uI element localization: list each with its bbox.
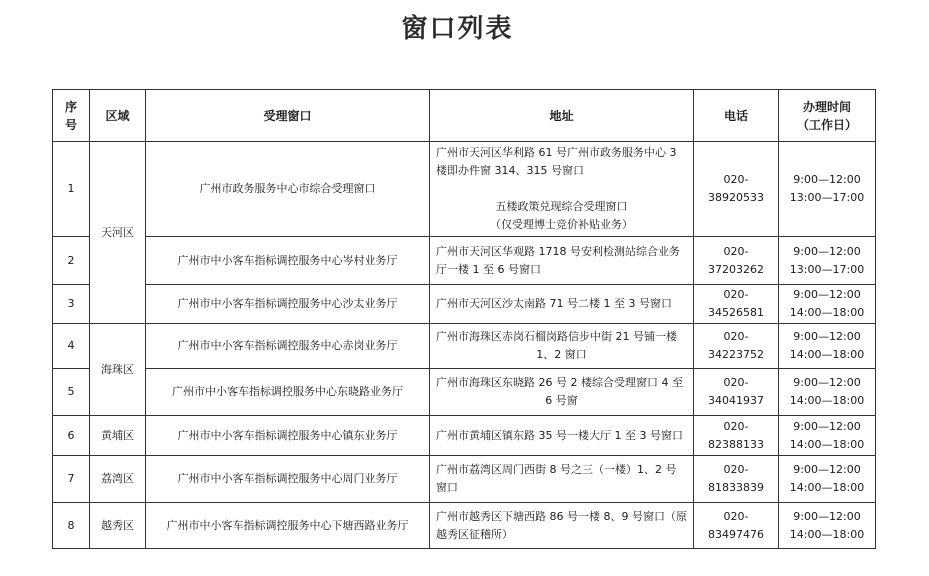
row-phone: 020-81833839 xyxy=(694,456,779,503)
district-cell: 荔湾区 xyxy=(90,456,146,503)
row-window: 广州市中小客车指标调控服务中心镇东业务厅 xyxy=(146,416,430,456)
row-window: 广州市中小客车指标调控服务中心周门业务厅 xyxy=(146,456,430,503)
row-hours: 9:00—12:00 14:00—18:00 xyxy=(779,285,876,324)
row-phone: 020-37203262 xyxy=(694,237,779,285)
row-address: 广州市海珠区东晓路 26 号 2 楼综合受理窗口 4 至 6 号窗 xyxy=(430,369,694,416)
table-row xyxy=(53,369,876,416)
row-hours: 9:00—12:00 14:00—18:00 xyxy=(779,324,876,369)
district-cell: 越秀区 xyxy=(90,503,146,549)
row-window: 广州市中小客车指标调控服务中心东晓路业务厅 xyxy=(146,369,430,416)
row-phone: 020-82388133 xyxy=(694,416,779,456)
row-window: 广州市中小客车指标调控服务中心赤岗业务厅 xyxy=(146,324,430,369)
district-cell: 海珠区 xyxy=(90,324,146,416)
row-seq: 6 xyxy=(53,416,90,456)
header-district: 区域 xyxy=(90,90,146,142)
row-address: 广州市黄埔区镇东路 35 号一楼大厅 1 至 3 号窗口 xyxy=(430,416,694,456)
table-row xyxy=(53,416,876,456)
header-window: 受理窗口 xyxy=(146,90,430,142)
row-seq: 5 xyxy=(53,369,90,416)
table-row xyxy=(53,503,876,549)
table-row xyxy=(53,324,876,369)
window-list-table xyxy=(52,89,876,549)
row-phone: 020-38920533 xyxy=(694,142,779,237)
row-phone: 020-83497476 xyxy=(694,503,779,549)
row-hours: 9:00—12:00 13:00—17:00 xyxy=(779,237,876,285)
row-address: 广州市天河区华观路 1718 号安利检测站综合业务 厅一楼 1 至 6 号窗口 xyxy=(430,237,694,285)
row-hours: 9:00—12:00 14:00—18:00 xyxy=(779,369,876,416)
table-row xyxy=(53,285,876,324)
row-hours: 9:00—12:00 13:00—17:00 xyxy=(779,142,876,237)
row-seq: 3 xyxy=(53,285,90,324)
row-address: 广州市越秀区下塘西路 86 号一楼 8、9 号窗口（原 越秀区征稽所） xyxy=(430,503,694,549)
table-row xyxy=(53,237,876,285)
row-hours: 9:00—12:00 14:00—18:00 xyxy=(779,456,876,503)
header-address: 地址 xyxy=(430,90,694,142)
row-window: 广州市政务服务中心市综合受理窗口 xyxy=(146,142,430,237)
row-address: 广州市天河区华利路 61 号广州市政务服务中心 3 楼即办件窗 314、315 号窗口 五楼政策兑现综合受理窗口 （仅受理博士竞价补贴业务） xyxy=(430,142,694,237)
district-cell: 黄埔区 xyxy=(90,416,146,456)
district-cell: 天河区 xyxy=(90,142,146,324)
row-seq: 4 xyxy=(53,324,90,369)
row-hours: 9:00—12:00 14:00—18:00 xyxy=(779,416,876,456)
row-address: 广州市天河区沙太南路 71 号二楼 1 至 3 号窗口 xyxy=(430,285,694,324)
row-window: 广州市中小客车指标调控服务中心沙太业务厅 xyxy=(146,285,430,324)
row-phone: 020-34526581 xyxy=(694,285,779,324)
page-title: 窗口列表 xyxy=(401,14,514,44)
table-row xyxy=(53,142,876,237)
row-window: 广州市中小客车指标调控服务中心下塘西路业务厅 xyxy=(146,503,430,549)
row-seq: 8 xyxy=(53,503,90,549)
row-window: 广州市中小客车指标调控服务中心岑村业务厅 xyxy=(146,237,430,285)
header-hours: 办理时间 （工作日） xyxy=(779,90,876,142)
row-address: 广州市海珠区赤岗石榴岗路信步中街 21 号铺一楼 1、2 窗口 xyxy=(430,324,694,369)
row-phone: 020-34223752 xyxy=(694,324,779,369)
header-seq: 序 号 xyxy=(53,90,90,142)
row-hours: 9:00—12:00 14:00—18:00 xyxy=(779,503,876,549)
row-seq: 7 xyxy=(53,456,90,503)
header-row xyxy=(53,90,876,142)
row-address: 广州市荔湾区周门西街 8 号之三（一楼）1、2 号 窗口 xyxy=(430,456,694,503)
header-phone: 电话 xyxy=(694,90,779,142)
row-seq: 2 xyxy=(53,237,90,285)
table-row xyxy=(53,456,876,503)
row-phone: 020-34041937 xyxy=(694,369,779,416)
row-seq: 1 xyxy=(53,142,90,237)
